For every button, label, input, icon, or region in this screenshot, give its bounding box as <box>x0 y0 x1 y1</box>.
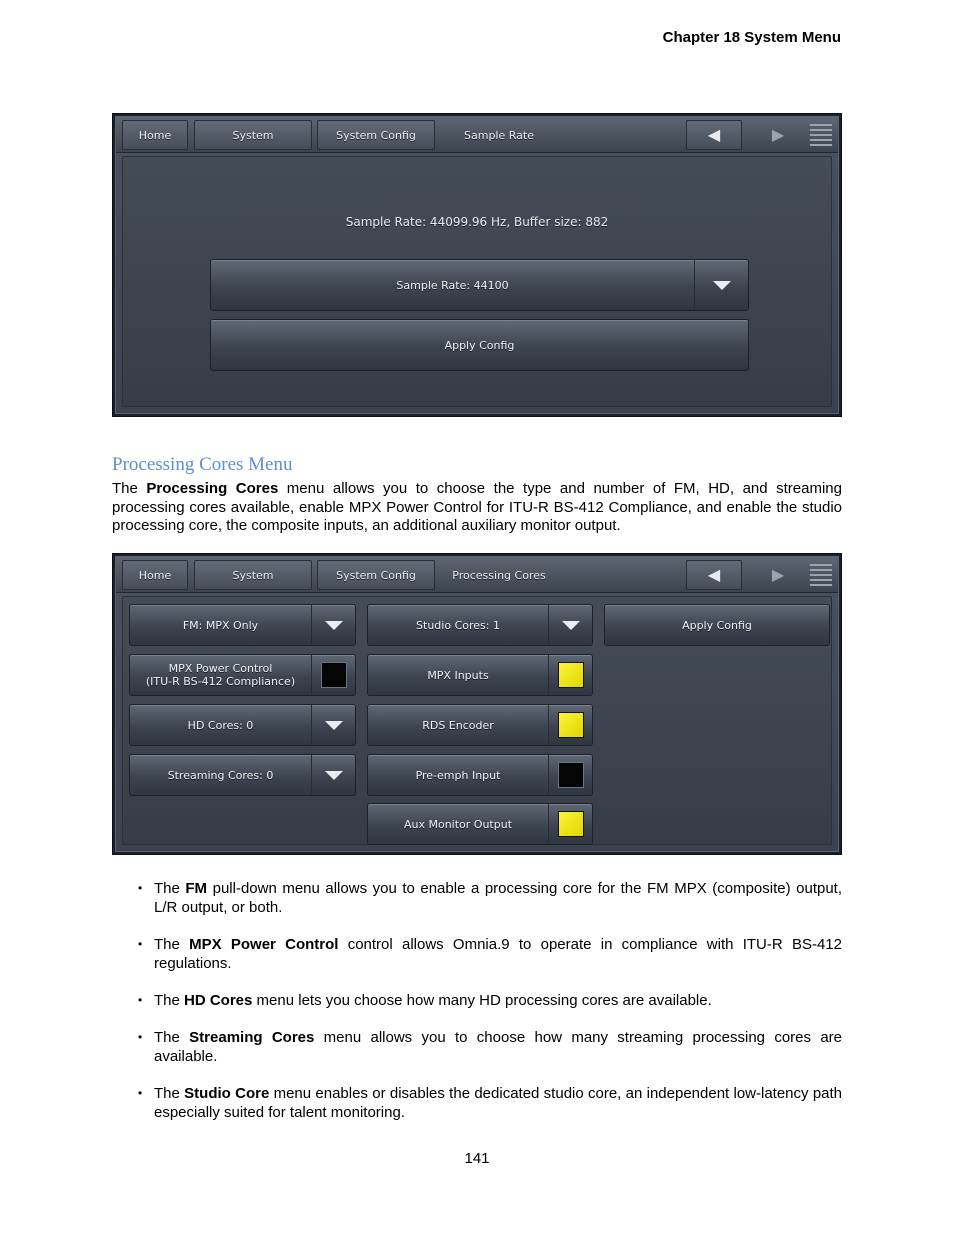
chevron-down-icon <box>325 721 343 730</box>
menu-icon[interactable] <box>810 561 832 589</box>
page-number: 141 <box>464 1150 490 1167</box>
apply-config-label: Apply Config <box>682 618 752 632</box>
sample-rate-screenshot <box>112 113 842 417</box>
breadcrumb-system[interactable]: System <box>194 120 312 150</box>
apply-config-button[interactable] <box>210 319 749 371</box>
toggle-off-indicator <box>558 762 584 788</box>
chevron-down-icon <box>325 621 343 630</box>
menu-icon[interactable] <box>810 121 832 149</box>
apply-config-label: Apply Config <box>444 338 515 352</box>
bullet-text: menu lets you choose how many HD processing cores are available. <box>252 992 712 1009</box>
bullet-text: control allows Omnia.9 to operate in compliance with ITU-R BS-412 regulations. <box>154 936 842 972</box>
sample-rate-label: Sample Rate: 44100 <box>396 278 509 292</box>
breadcrumb-home[interactable]: Home <box>122 120 188 150</box>
breadcrumb-sample-rate: Sample Rate <box>464 128 534 142</box>
back-arrow-icon[interactable]: ◀ <box>686 560 742 590</box>
rds-encoder-label: RDS Encoder <box>422 718 494 732</box>
pre-emph-label: Pre-emph Input <box>415 768 501 782</box>
fm-label: FM: MPX Only <box>182 618 259 632</box>
bullet-text: The <box>154 992 185 1009</box>
chevron-down-icon <box>713 281 731 290</box>
mpx-power-label <box>130 655 311 695</box>
bullet-item <box>138 1028 842 1066</box>
bullet-bold: MPX Power Control <box>189 936 339 953</box>
section-title: Processing Cores Menu <box>112 454 293 475</box>
hd-cores-label: HD Cores: 0 <box>187 718 254 732</box>
toggle-indicator <box>548 755 592 795</box>
toggle-indicator <box>548 804 592 844</box>
bullet-bold: Streaming Cores <box>189 1029 315 1046</box>
toggle-indicator <box>548 655 592 695</box>
bullet-bold: FM <box>185 880 208 897</box>
bullet-text: menu allows you to choose how many streaming processing cores are available. <box>154 1029 842 1065</box>
bullet-text: pull-down menu allows you to enable a processing core for the FM MPX (composite) output, L/R output, or both. <box>154 880 843 916</box>
bullet-text: The <box>154 1029 190 1046</box>
toggle-on-indicator <box>558 712 584 738</box>
breadcrumb-processing-cores: Processing Cores <box>452 568 546 582</box>
sample-rate-content <box>122 156 832 407</box>
aux-monitor-output-toggle[interactable] <box>367 803 593 845</box>
breadcrumb-system-config[interactable]: System Config <box>317 120 435 150</box>
bullet-text: The <box>154 880 186 897</box>
mpx-inputs-label: MPX Inputs <box>427 668 489 682</box>
dropdown-toggle[interactable] <box>311 705 355 745</box>
bullet-text: The <box>154 1085 185 1102</box>
breadcrumb-system-config[interactable]: System Config <box>317 560 435 590</box>
mpx-inputs-toggle[interactable] <box>367 654 593 696</box>
fm-dropdown[interactable] <box>129 604 356 646</box>
studio-cores-label: Studio Cores: 1 <box>416 618 500 632</box>
processing-cores-content <box>122 596 832 845</box>
back-arrow-icon[interactable]: ◀ <box>686 120 742 150</box>
chevron-down-icon <box>562 621 580 630</box>
bullet-item <box>138 935 842 973</box>
chapter-header: Chapter 18 System Menu <box>662 29 841 46</box>
dropdown-toggle[interactable] <box>311 755 355 795</box>
mpx-power-control-toggle[interactable] <box>129 654 356 696</box>
forward-arrow-icon[interactable]: ▶ <box>771 567 785 584</box>
streaming-cores-dropdown[interactable] <box>129 754 356 796</box>
apply-config-button[interactable] <box>604 604 830 646</box>
para-text: menu allows you to choose the type and number of FM, HD, and streaming processing cores available, enable MPX Power Control for ITU-R BS-412 Compliance, and enable the studio processing core, the composite inputs, an additional auxiliary monitor output. <box>112 480 842 534</box>
dropdown-toggle[interactable] <box>694 260 748 310</box>
para-bold: Processing Cores <box>146 480 279 497</box>
bullet-list <box>138 879 842 1140</box>
chevron-down-icon <box>325 771 343 780</box>
bullet-item <box>138 1084 842 1122</box>
toggle-indicator <box>311 655 355 695</box>
forward-arrow-icon[interactable]: ▶ <box>771 127 785 144</box>
rds-encoder-toggle[interactable] <box>367 704 593 746</box>
section-paragraph <box>112 480 842 536</box>
hd-cores-dropdown[interactable] <box>129 704 356 746</box>
bullet-text: The <box>154 936 190 953</box>
dropdown-toggle[interactable] <box>548 605 592 645</box>
breadcrumb-bar <box>116 117 838 153</box>
sample-rate-info: Sample Rate: 44099.96 Hz, Buffer size: 882 <box>345 215 609 229</box>
bullet-bold: HD Cores <box>184 992 253 1009</box>
toggle-on-indicator <box>558 811 584 837</box>
bullet-item <box>138 991 842 1010</box>
toggle-off-indicator <box>321 662 347 688</box>
mpx-power-line1: MPX Power Control <box>168 662 273 675</box>
pre-emph-input-toggle[interactable] <box>367 754 593 796</box>
bullet-item <box>138 879 842 917</box>
sample-rate-dropdown[interactable] <box>210 259 749 311</box>
breadcrumb-bar <box>116 557 838 593</box>
para-text: The <box>112 480 147 497</box>
breadcrumb-system[interactable]: System <box>194 560 312 590</box>
dropdown-toggle[interactable] <box>311 605 355 645</box>
studio-cores-dropdown[interactable] <box>367 604 593 646</box>
bullet-bold: Studio Core <box>184 1085 270 1102</box>
bullet-text: menu enables or disables the dedicated studio core, an independent low-latency path especially suited for talent monitoring. <box>154 1085 843 1121</box>
toggle-on-indicator <box>558 662 584 688</box>
processing-cores-screenshot <box>112 553 842 855</box>
mpx-power-line2: (ITU-R BS-412 Compliance) <box>145 675 296 688</box>
breadcrumb-home[interactable]: Home <box>122 560 188 590</box>
streaming-cores-label: Streaming Cores: 0 <box>167 768 274 782</box>
aux-monitor-label: Aux Monitor Output <box>403 817 513 831</box>
toggle-indicator <box>548 705 592 745</box>
